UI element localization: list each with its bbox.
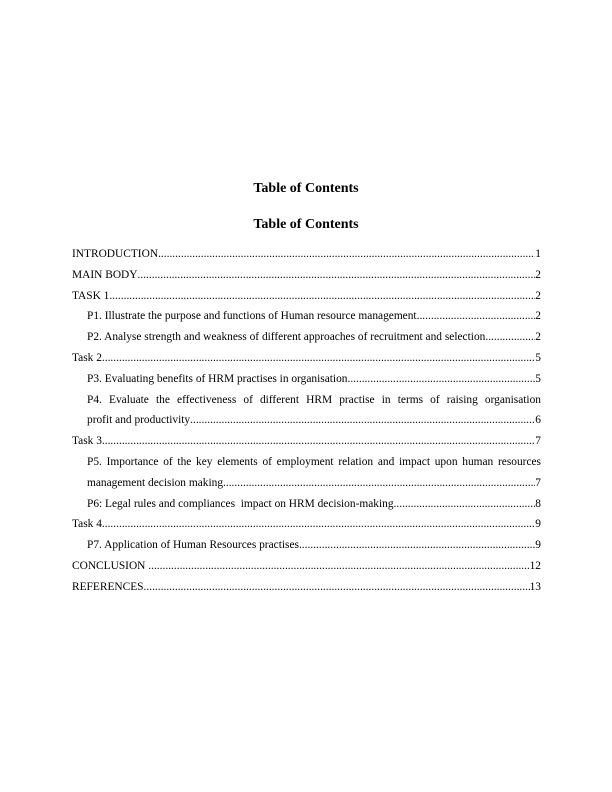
toc-dot-leader — [109, 286, 535, 307]
toc-page-number: 8 — [535, 497, 541, 510]
toc-page-number: 5 — [535, 351, 541, 364]
toc-entry-p1[interactable] — [72, 306, 541, 327]
toc-page-number: 7 — [535, 435, 541, 448]
toc-dot-leader — [299, 535, 535, 556]
toc-entry-text-line1: P5. Importance of the key elements of employment relation and impact upon human resources — [87, 455, 541, 468]
toc-entry-text: P2. Analyse strength and weakness of different approaches of recruitment and selection — [87, 331, 486, 344]
toc-entry-text: P7. Application of Human Resources practises — [87, 539, 299, 552]
toc-dot-leader — [347, 369, 535, 390]
toc-entry-main-body[interactable] — [72, 265, 541, 286]
toc-entry-p3[interactable] — [72, 369, 541, 390]
toc-entry-text: Task 3 — [72, 435, 102, 448]
table-of-contents — [72, 244, 541, 598]
toc-entry-text: TASK 1 — [72, 289, 110, 302]
toc-entry-p7[interactable] — [72, 535, 541, 556]
toc-page-number: 7 — [535, 476, 541, 489]
toc-page-number: 5 — [535, 372, 541, 385]
toc-entry-text: P6: Legal rules and compliances impact on HRM decision-making — [87, 497, 394, 510]
toc-entry-text: CONCLUSION — [72, 559, 149, 572]
toc-heading: Table of Contents — [253, 217, 359, 232]
toc-page-number: 6 — [535, 414, 541, 427]
toc-entry-p6[interactable] — [72, 494, 541, 515]
toc-entry-text: Task 2 — [72, 351, 102, 364]
toc-entry-text-line2: management decision making — [87, 476, 224, 489]
toc-dot-leader — [102, 348, 535, 369]
toc-entry-p2[interactable] — [72, 327, 541, 348]
toc-entry-text: Task 4 — [72, 518, 102, 531]
toc-dot-leader — [417, 306, 536, 327]
toc-page-number: 9 — [535, 518, 541, 531]
toc-entry-task-3[interactable] — [72, 431, 541, 452]
toc-dot-leader — [158, 244, 535, 265]
document-title: Table of Contents — [253, 181, 359, 196]
toc-page-number: 2 — [535, 289, 541, 302]
toc-entry-conclusion[interactable] — [72, 556, 541, 577]
toc-entry-text: REFERENCES — [72, 580, 144, 593]
toc-page-number: 12 — [529, 559, 541, 572]
toc-page-number: 2 — [535, 331, 541, 344]
toc-entry-text: INTRODUCTION — [72, 248, 159, 260]
toc-entry-text-line2: profit and productivity — [87, 414, 191, 427]
toc-dot-leader — [102, 431, 535, 452]
toc-entry-task-2[interactable] — [72, 348, 541, 369]
toc-entry-introduction[interactable] — [72, 244, 541, 265]
toc-dot-leader — [223, 473, 535, 494]
toc-entry-text: MAIN BODY — [72, 268, 138, 281]
toc-page-number: 2 — [535, 310, 541, 323]
toc-entry-text: P3. Evaluating benefits of HRM practises in organisation — [87, 372, 348, 385]
toc-page-number: 2 — [535, 268, 541, 281]
toc-dot-leader — [102, 514, 535, 535]
toc-dot-leader — [394, 494, 536, 515]
toc-entry-text: P1. Illustrate the purpose and functions of Human resource management — [87, 310, 417, 323]
toc-dot-leader — [485, 327, 535, 348]
toc-entry-text-line1: P4. Evaluate the effectiveness of different HRM practise in terms of raising organisation — [87, 393, 541, 406]
toc-dot-leader — [138, 265, 536, 286]
toc-entry-references[interactable] — [72, 577, 541, 598]
toc-page-number: 9 — [535, 539, 541, 552]
toc-entry-p5[interactable] — [72, 452, 541, 494]
toc-page-number: 13 — [529, 580, 541, 593]
toc-page-number: 1 — [535, 248, 541, 260]
toc-entry-task-1[interactable] — [72, 286, 541, 307]
toc-dot-leader — [148, 556, 529, 577]
toc-entry-p4[interactable] — [72, 390, 541, 432]
toc-dot-leader — [144, 577, 530, 598]
toc-dot-leader — [190, 410, 535, 431]
toc-entry-task-4[interactable] — [72, 514, 541, 535]
